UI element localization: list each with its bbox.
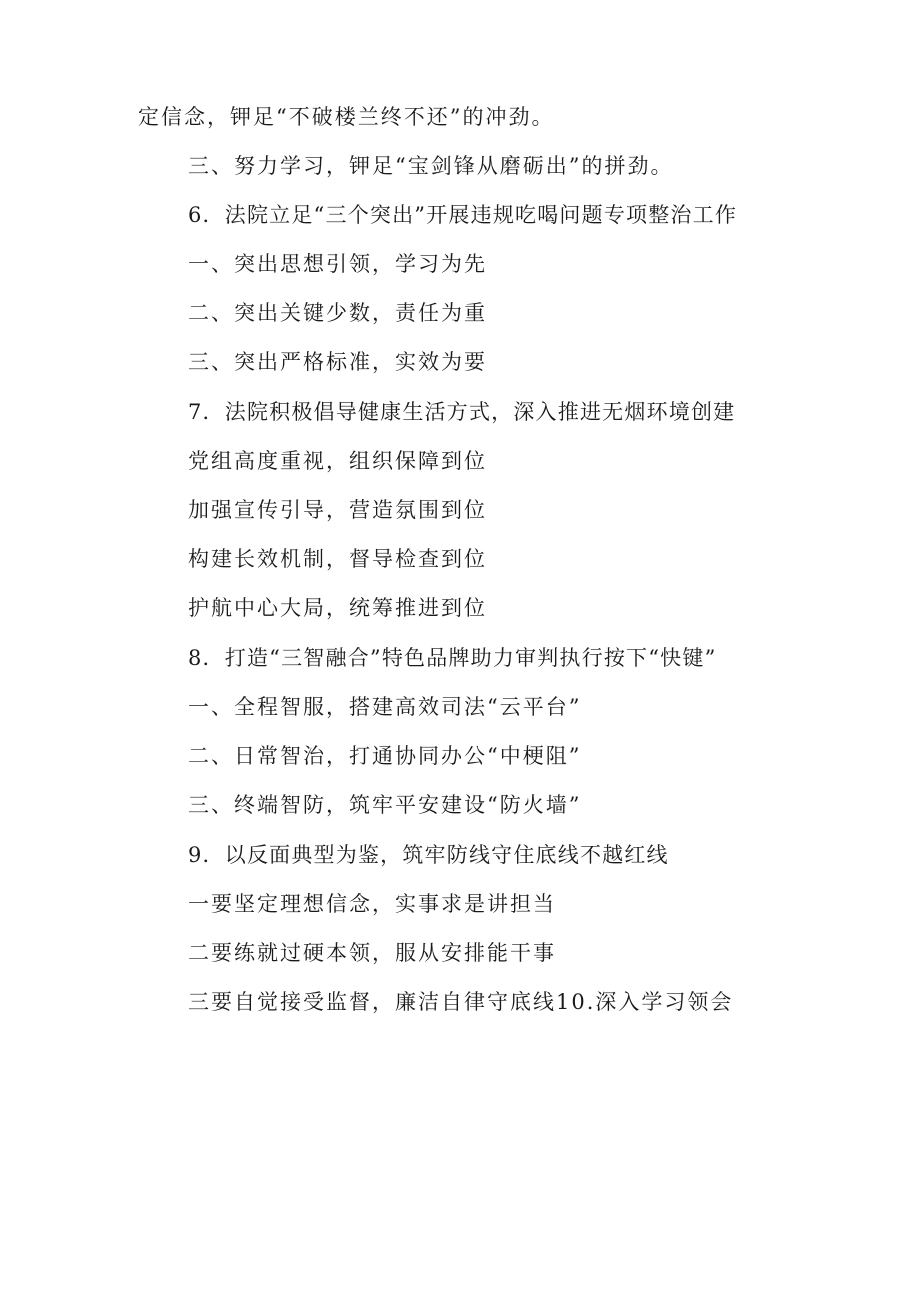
section-heading-6: 6．法院立足“三个突出”开展违规吃喝问题专项整治工作 xyxy=(188,203,738,227)
text-line-5: 二、突出关键少数，责任为重 xyxy=(188,301,487,325)
text-line-6: 三、突出严格标准，实效为要 xyxy=(188,350,487,374)
text-line-11: 护航中心大局，统筹推进到位 xyxy=(188,596,487,620)
text-line-10: 构建长效机制，督导检查到位 xyxy=(188,547,487,571)
section-heading-9: 9．以反面典型为鉴，筑牢防线守住底线不越红线 xyxy=(188,843,669,867)
text-line-17: 一要坚定理想信念，实事求是讲担当 xyxy=(188,892,556,916)
text-line-18: 二要练就过硬本领，服从安排能干事 xyxy=(188,941,556,965)
text-line-19: 三要自觉接受监督，廉洁自律守底线10.深入学习领会 xyxy=(188,990,734,1014)
text-line-8: 党组高度重视，组织保障到位 xyxy=(188,449,487,473)
text-line-9: 加强宣传引导，营造氛围到位 xyxy=(188,498,487,522)
text-line-15: 三、终端智防，筑牢平安建设“防火墙” xyxy=(188,793,582,817)
section-heading-8: 8．打造“三智融合”特色品牌助力审判执行按下“快键” xyxy=(188,646,717,670)
text-line-2: 三、努力学习，钾足“宝剑锋从磨砺出”的拼劲。 xyxy=(188,154,674,178)
section-heading-7: 7．法院积极倡导健康生活方式，深入推进无烟环境创建 xyxy=(188,400,736,424)
text-line-4: 一、突出思想引领，学习为先 xyxy=(188,252,487,276)
text-line-14: 二、日常智治，打通协同办公“中梗阻” xyxy=(188,744,582,768)
text-line-13: 一、全程智服，搭建高效司法“云平台” xyxy=(188,695,582,719)
text-line-1: 定信念，钾足“不破楼兰终不还”的冲劲。 xyxy=(138,105,555,129)
